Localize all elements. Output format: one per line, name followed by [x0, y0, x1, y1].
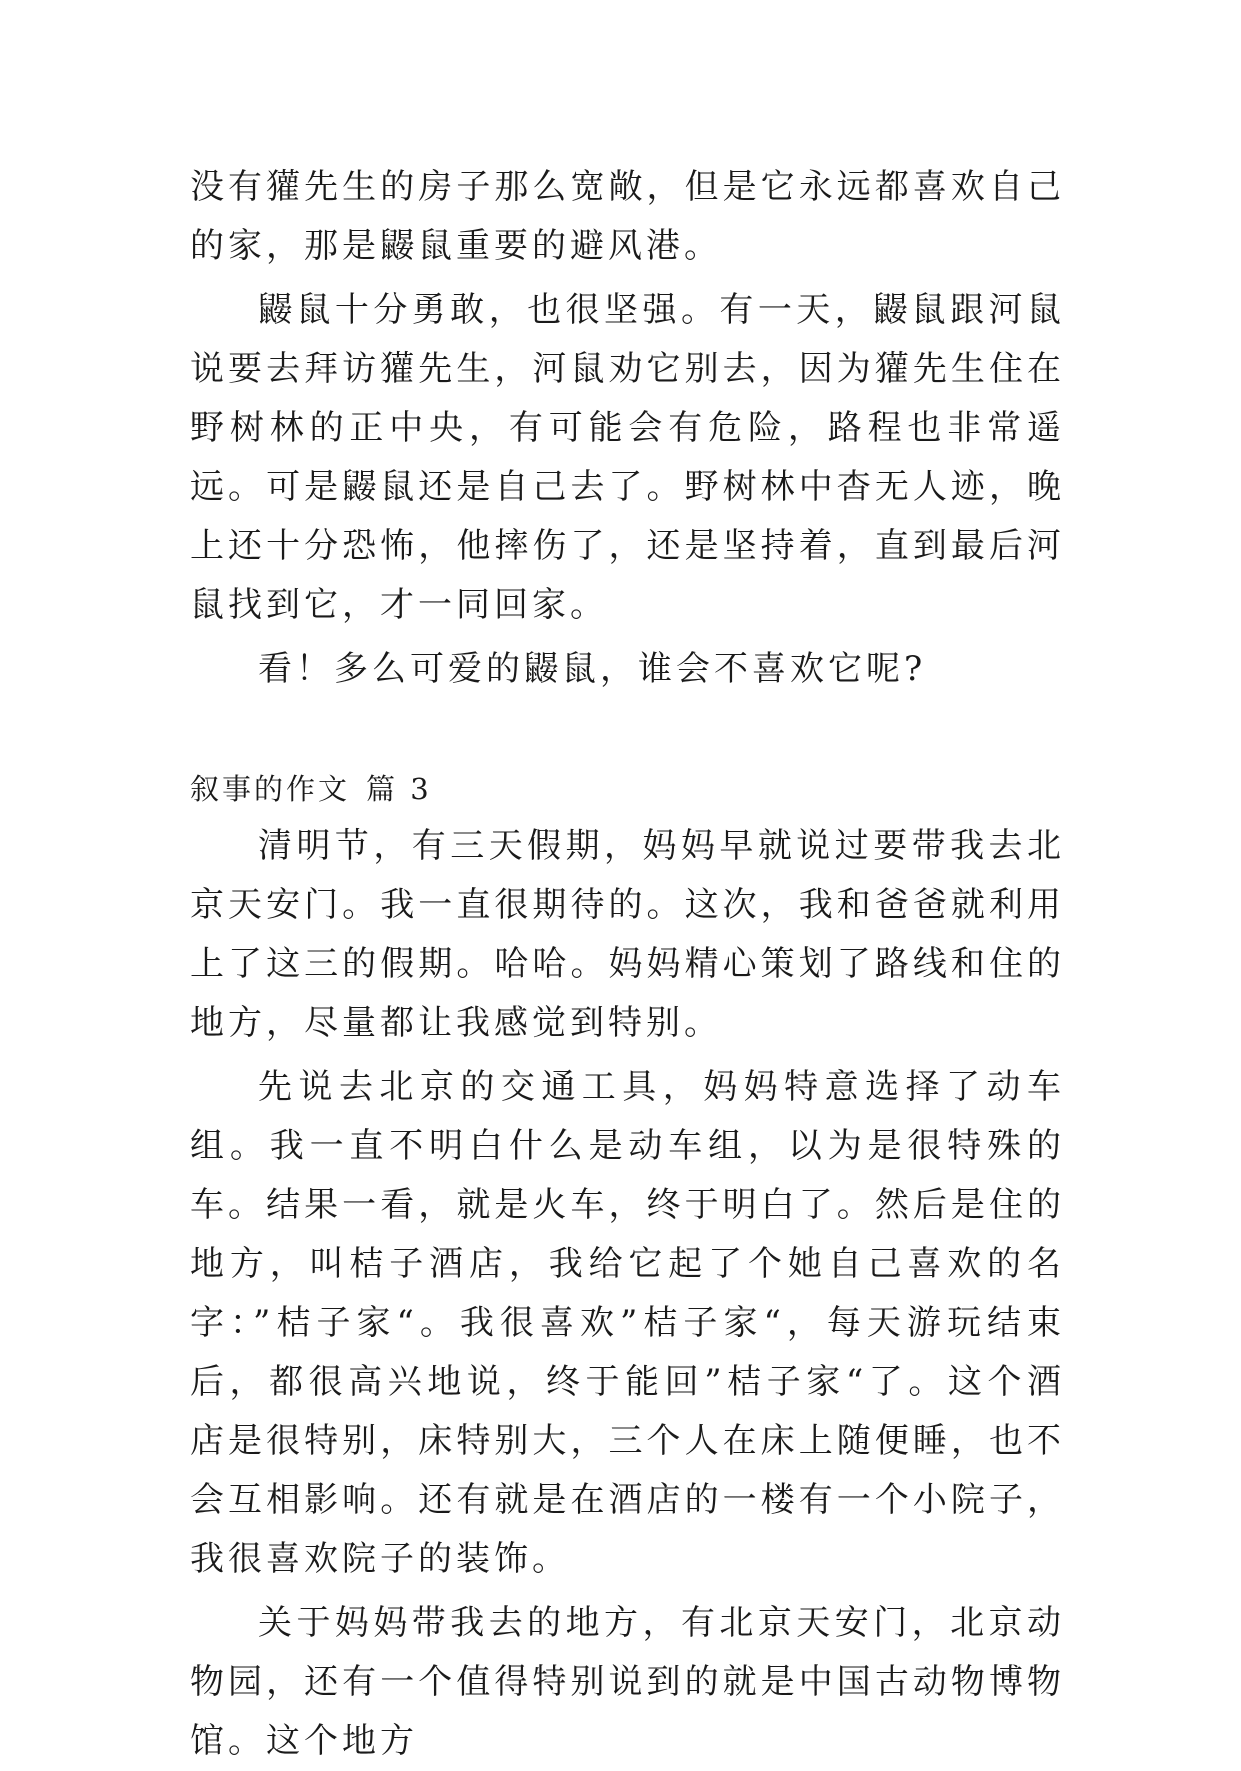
document-page	[190, 158, 1065, 1771]
paragraph-mole-brave: 鼹鼠十分勇敢，也很坚强。有一天，鼹鼠跟河鼠说要去拜访獾先生，河鼠劝它别去，因为獾先生住在野树林的正中央，有可能会有危险，路程也非常遥远。可是鼹鼠还是自己去了。野树林中杳无人迹，晚上还十分恐怖，他摔伤了，还是坚持着，直到最后河鼠找到它，才一同回家。	[190, 290, 1065, 625]
section-heading	[190, 761, 1065, 817]
paragraph-mole-cute: 看！多么可爱的鼹鼠，谁会不喜欢它呢?	[258, 649, 927, 689]
paragraph-qingming: 清明节，有三天假期，妈妈早就说过要带我去北京天安门。我一直很期待的。这次，我和爸爸就利用上了这三的假期。哈哈。妈妈精心策划了路线和住的地方，尽量都让我感觉到特别。	[190, 826, 1065, 1043]
section-title: 叙事的作文	[190, 772, 351, 806]
paragraph-places: 关于妈妈带我去的地方，有北京天安门，北京动物园，还有一个值得特别说到的就是中国古动物博物馆。这个地方	[190, 1603, 1065, 1761]
paragraph-transport-hotel: 先说去北京的交通工具，妈妈特意选择了动车组。我一直不明白什么是动车组，以为是很特殊的车。结果一看，就是火车，终于明白了。然后是住的地方，叫桔子酒店，我给它起了个她自己喜欢的名字：”桔子家“。我很喜欢”桔子家“，每天游玩结束后，都很高兴地说，终于能回”桔子家“了。这个酒店是很特别，床特别大，三个人在床上随便睡，也不会互相影响。还有就是在酒店的一楼有一个小院子，我很喜欢院子的装饰。	[190, 1067, 1065, 1579]
section-number: 篇 3	[366, 772, 432, 806]
paragraph-continued: 没有獾先生的房子那么宽敞，但是它永远都喜欢自己的家，那是鼹鼠重要的避风港。	[190, 167, 1065, 266]
